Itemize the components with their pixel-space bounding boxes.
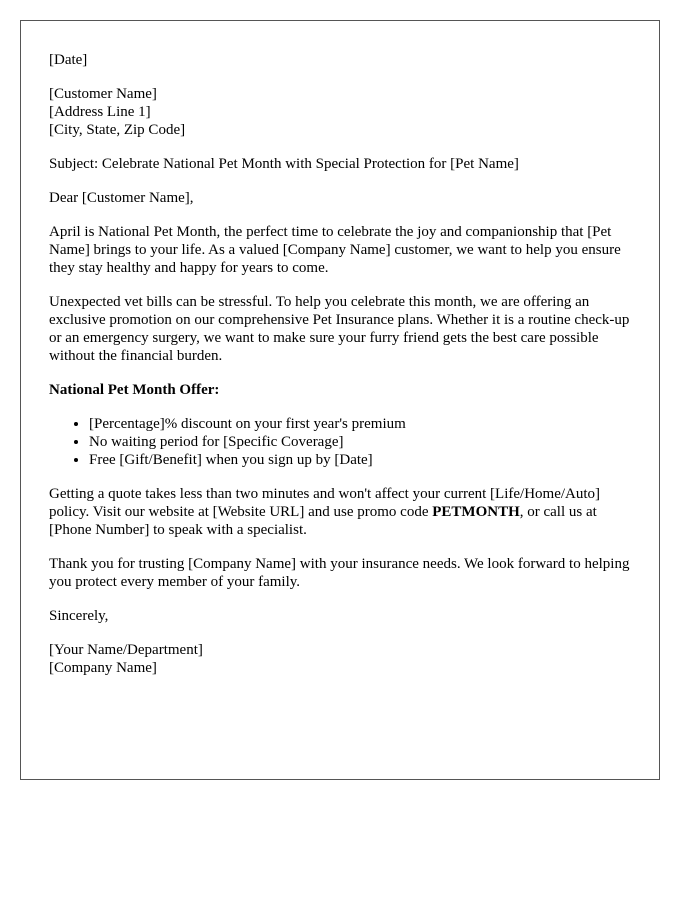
offer-list — [49, 415, 631, 469]
letter-greeting: Dear [Customer Name], — [49, 190, 194, 206]
letter-closing: Sincerely, — [49, 608, 109, 624]
paragraph-thanks: Thank you for trusting [Company Name] with your insurance needs. We look forward to helping you protect every member of your family. — [49, 556, 630, 590]
paragraph-promotion: Unexpected vet bills can be stressful. To help you celebrate this month, we are offering an exclusive promotion on our comprehensive Pet Insurance plans. Whether it is a routine check-up or an emergency surgery, we want to make sure your furry friend gets the best care possible without the financial burden. — [49, 294, 630, 364]
offer-heading: National Pet Month Offer: — [49, 382, 220, 398]
recipient-address-line-1: [Address Line 1] — [49, 104, 151, 120]
paragraph-intro: April is National Pet Month, the perfect time to celebrate the joy and companionship that [Pet Name] brings to your life. As a valued [Company Name] customer, we want to help you ensure they stay healthy and happy for years to come. — [49, 224, 621, 276]
recipient-city-state-zip: [City, State, Zip Code] — [49, 122, 186, 138]
signature-name: [Your Name/Department] — [49, 642, 203, 658]
signature-company: [Company Name] — [49, 660, 157, 676]
letter-date: [Date] — [49, 52, 88, 68]
paragraph-quote-part-2: , or call us at [Phone Number] to speak with a specialist. — [49, 504, 597, 538]
recipient-name: [Customer Name] — [49, 86, 157, 102]
signature-block — [49, 641, 631, 677]
offer-item-free-gift: • Free [Gift/Benefit] when you sign up by [Date] — [89, 451, 631, 469]
letter-page — [20, 20, 660, 780]
promo-code: PETMONTH — [432, 504, 520, 520]
letter-subject: Subject: Celebrate National Pet Month with Special Protection for [Pet Name] — [49, 156, 519, 172]
recipient-address — [49, 85, 631, 139]
paragraph-quote — [49, 485, 631, 539]
paragraph-quote-part-1: Getting a quote takes less than two minutes and won't affect your current [Life/Home/Auto] policy. Visit our website at [Website URL] and use promo code — [49, 486, 601, 520]
offer-item-waiting-period: • No waiting period for [Specific Coverage] — [89, 433, 631, 451]
offer-item-discount: • [Percentage]% discount on your first year's premium — [89, 415, 631, 433]
